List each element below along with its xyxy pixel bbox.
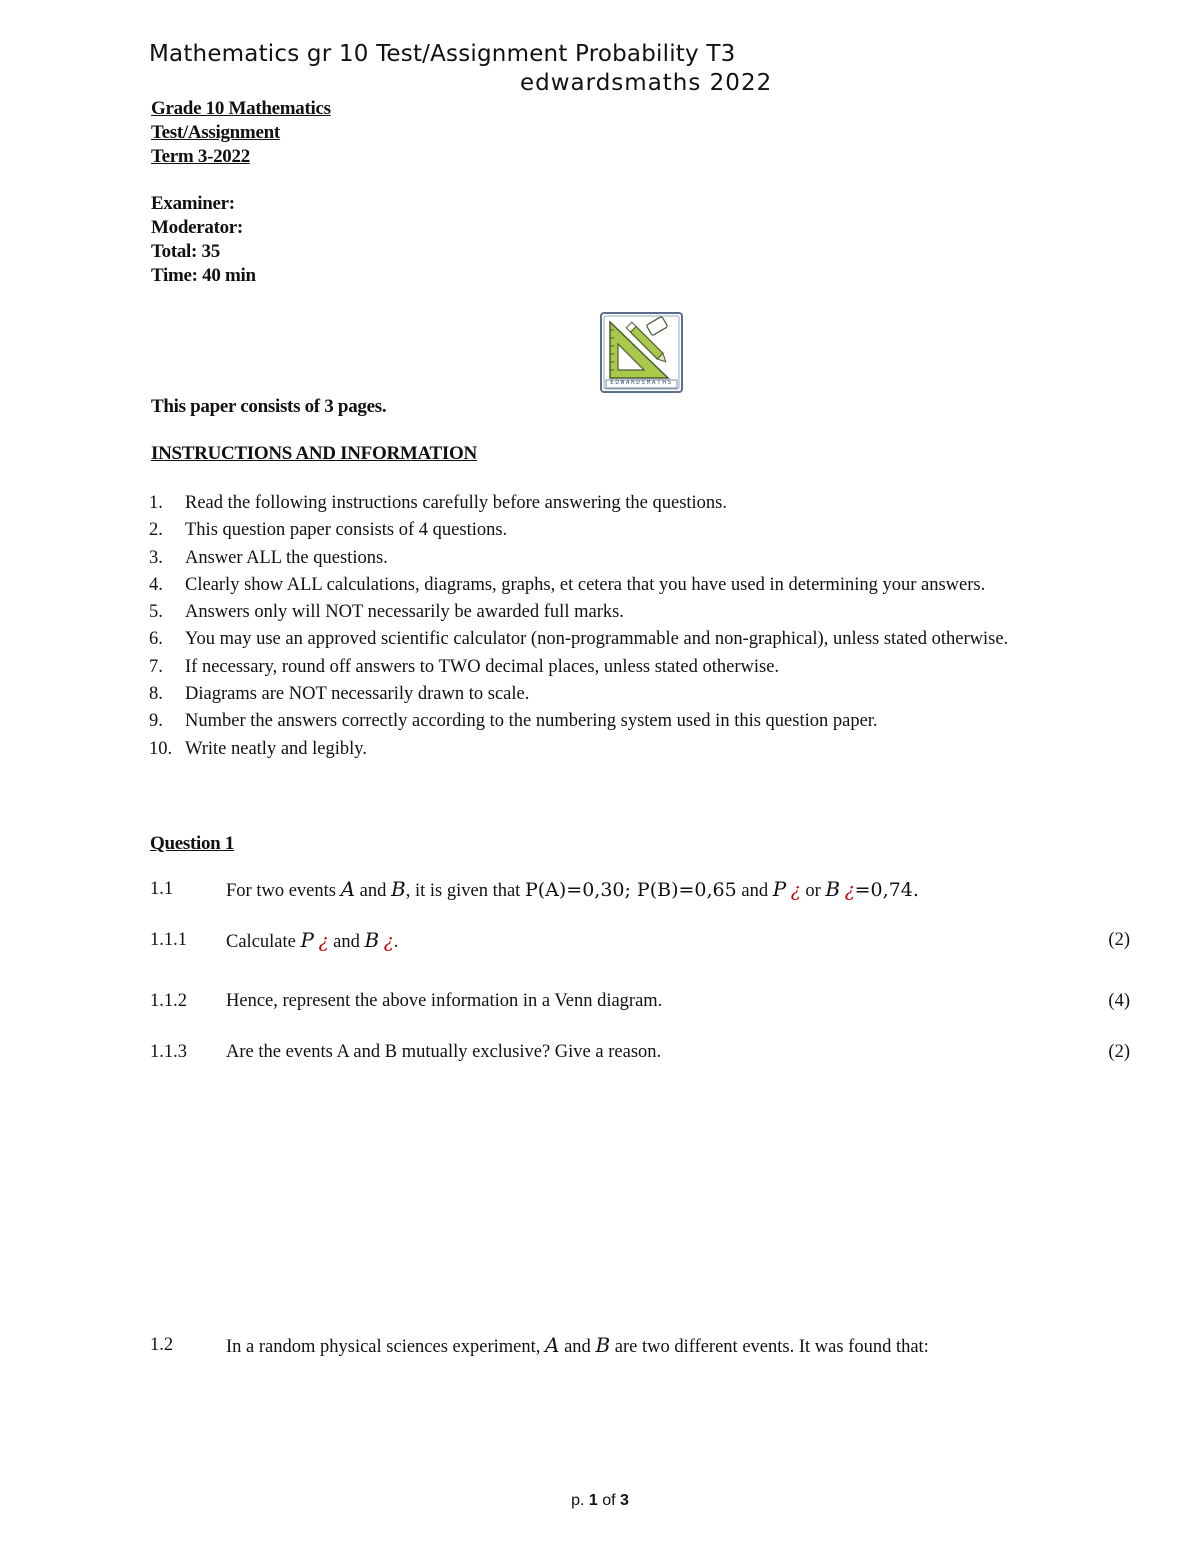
instruction-number: 2. xyxy=(149,520,163,541)
instruction-item xyxy=(149,681,1139,708)
q1-1-1-text-end: . xyxy=(393,932,399,952)
q1-1-equation-union: =0,74. xyxy=(854,879,919,901)
q1-1-1-marks: (2) xyxy=(1108,930,1130,950)
q1-1-1-number: 1.1.1 xyxy=(150,930,187,950)
instruction-number: 3. xyxy=(149,547,163,568)
missing-glyph: ¿ xyxy=(790,880,801,901)
q1-2-text-part: and xyxy=(559,1337,596,1357)
q1-1-text-part: , it is given that xyxy=(405,881,525,901)
probability-p: P xyxy=(300,928,314,952)
missing-glyph: ¿ xyxy=(844,880,855,901)
q1-1-text-part: and xyxy=(736,881,773,901)
footer-of: of xyxy=(597,1492,621,1509)
instruction-item xyxy=(149,545,1139,572)
q1-2-text-part: In a random physical sciences experiment, xyxy=(226,1337,546,1357)
q1-1-3-number: 1.1.3 xyxy=(150,1042,187,1062)
cover-title-type: Test/Assignment xyxy=(151,122,280,143)
event-b: B xyxy=(391,877,406,901)
missing-glyph: ¿ xyxy=(318,931,329,952)
missing-glyph: ¿ xyxy=(383,931,394,952)
cover-pages-note: This paper consists of 3 pages. xyxy=(151,396,387,417)
instruction-text: Write neatly and legibly. xyxy=(185,738,367,759)
instruction-text: You may use an approved scientific calculator (non-programmable and non-graphical), unless stated otherwise. xyxy=(185,629,1009,650)
instruction-item xyxy=(149,708,1139,735)
footer-page-total: 3 xyxy=(620,1492,629,1509)
running-header-brand xyxy=(520,70,772,96)
event-b: B xyxy=(595,1333,611,1357)
cover-time: Time: 40 min xyxy=(151,265,256,286)
footer-page-number: 1 xyxy=(588,1492,598,1509)
instruction-number: 10. xyxy=(149,738,173,759)
cover-total: Total: 35 xyxy=(151,241,220,262)
instruction-text: Diagrams are NOT necessarily drawn to scale. xyxy=(185,684,530,705)
q1-1-text xyxy=(226,877,919,902)
q1-1-2-marks: (4) xyxy=(1108,991,1130,1011)
instruction-item xyxy=(149,736,1139,763)
q1-1-3-marks: (2) xyxy=(1108,1042,1130,1062)
cover-title-grade: Grade 10 Mathematics xyxy=(151,98,331,119)
instruction-number: 1. xyxy=(149,493,163,513)
running-header-brand-text: edwardsmaths 2022 xyxy=(520,70,773,96)
logo-caption: EDWARDSMATHS xyxy=(610,379,673,386)
instruction-text: This question paper consists of 4 questions. xyxy=(185,520,508,541)
q1-1-1-text-part: Calculate xyxy=(226,932,301,952)
event-a: A xyxy=(545,1333,560,1357)
running-header-title: Mathematics gr 10 Test/Assignment Probability T3 xyxy=(149,41,736,67)
instruction-number: 7. xyxy=(149,656,163,677)
instruction-text: Clearly show ALL calculations, diagrams, graphs, et cetera that you have used in determining your answers. xyxy=(185,574,986,595)
instruction-number: 4. xyxy=(149,574,163,595)
q1-1-3-text: Are the events A and B mutually exclusive? Give a reason. xyxy=(226,1042,662,1062)
instruction-number: 9. xyxy=(149,711,163,732)
instruction-item xyxy=(149,490,1139,517)
q1-1-number: 1.1 xyxy=(150,879,174,899)
q1-1-text-part: and xyxy=(355,881,392,901)
instruction-text: Answers only will NOT necessarily be awarded full marks. xyxy=(185,602,624,623)
set-square-pencil-logo-icon xyxy=(600,312,683,393)
instruction-number: 6. xyxy=(149,629,163,650)
question-1-heading: Question 1 xyxy=(150,833,235,854)
q1-1-2-text: Hence, represent the above information in a Venn diagram. xyxy=(226,991,663,1011)
instruction-item xyxy=(149,654,1139,681)
event-a: A xyxy=(340,877,356,901)
q1-1-2-number: 1.1.2 xyxy=(150,991,187,1011)
instructions-heading: INSTRUCTIONS AND INFORMATION xyxy=(151,443,477,464)
cover-examiner: Examiner: xyxy=(151,193,235,214)
instruction-text: Answer ALL the questions. xyxy=(185,547,388,568)
instruction-text: Number the answers correctly according to the numbering system used in this question paper. xyxy=(185,711,878,732)
q1-2-text-part: are two different events. It was found that: xyxy=(610,1337,929,1357)
instruction-text: Read the following instructions carefully before answering the questions. xyxy=(185,493,728,513)
q1-2-number: 1.2 xyxy=(150,1335,174,1355)
footer-prefix: p. xyxy=(571,1492,589,1509)
event-b: B xyxy=(825,877,841,901)
instruction-item xyxy=(149,626,1139,653)
q1-1-equation-given: P(A)=0,30; P(B)=0,65 xyxy=(524,879,737,901)
probability-p: P xyxy=(772,877,787,901)
cover-title-term: Term 3-2022 xyxy=(151,146,250,167)
q1-1-text-part: or xyxy=(800,881,826,901)
instruction-item xyxy=(149,599,1139,626)
instructions-list xyxy=(149,490,1139,763)
event-b: B xyxy=(364,928,380,952)
instruction-item xyxy=(149,517,1139,544)
q1-2-text xyxy=(226,1333,929,1358)
instruction-text: If necessary, round off answers to TWO decimal places, unless stated otherwise. xyxy=(185,656,780,677)
q1-1-1-text xyxy=(226,928,398,953)
cover-moderator: Moderator: xyxy=(151,217,243,238)
instruction-item xyxy=(149,572,1139,599)
q1-1-text-part: For two events xyxy=(226,881,341,901)
q1-1-1-text-part: and xyxy=(328,932,365,952)
page-footer xyxy=(0,1492,1200,1510)
instruction-number: 8. xyxy=(149,684,163,705)
instruction-number: 5. xyxy=(149,602,163,623)
